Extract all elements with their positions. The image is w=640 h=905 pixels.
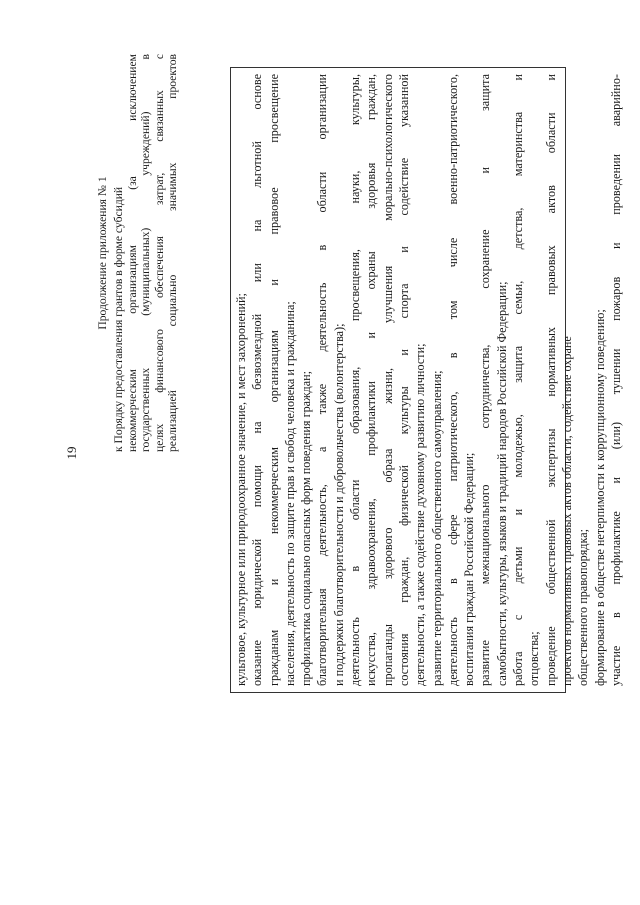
header-line: целях финансового обеспечения затрат, связанных с: [152, 53, 166, 452]
content-line: деятельности, а также содействие духовному развитию личности;: [413, 343, 428, 686]
content-line: пропаганды здорового образа жизни, улучшения морально-психологического: [380, 73, 395, 686]
activities-table-cell: [230, 67, 623, 693]
content-line: профилактика социально опасных форм поведения граждан;: [299, 370, 314, 686]
appendix-header: [96, 54, 179, 452]
content-line: гражданам и некоммерческим организациям и правовое просвещение: [266, 73, 281, 686]
header-line: некоммерческим организациям (за исключением: [125, 53, 139, 452]
content-line: отцовства;: [527, 630, 542, 686]
content-line: населения, деятельность по защите прав и свобод человека и гражданина;: [282, 300, 297, 686]
content-line: благотворительная деятельность, а также деятельность в области организации: [315, 73, 330, 686]
content-line: проектов нормативных правовых актов области, содействие охране: [559, 335, 574, 686]
header-line: реализацией социально значимых проектов: [166, 53, 180, 452]
content-line: воспитания граждан Российской Федерации;: [462, 452, 477, 686]
content-line: деятельность в области образования, просвещения, науки, культуры,: [348, 73, 363, 686]
content-line: культовое, культурное или природоохранное значение, и мест захоронений;: [234, 292, 248, 686]
content-line: проведение общественной экспертизы нормативных правовых актов области и: [543, 73, 558, 686]
content-line: и поддержки благотворительности и добровольчества (волонтерства);: [331, 322, 346, 686]
content-line: деятельность в сфере патриотического, в том числе военно-патриотического,: [445, 73, 460, 686]
rotated-page: [60, 18, 623, 888]
content-line: развитие территориального общественного самоуправления;: [429, 369, 444, 686]
content-line: участие в профилактике и (или) тушении пожаров и проведении аварийно-: [608, 73, 623, 686]
content-line: искусства, здравоохранения, профилактики и охраны здоровья граждан,: [364, 73, 379, 686]
content-line: состояния граждан, физической культуры и спорта и содействие указанной: [396, 73, 411, 686]
content-line: общественного правопорядка;: [576, 528, 591, 686]
header-line: к Порядку предоставления грантов в форме субсидий: [112, 186, 126, 452]
content-line: оказание юридической помощи на безвозмездной или на льготной основе: [250, 73, 265, 686]
content-line: работа с детьми и молодежью, защита семьи, детства, материнства и: [511, 73, 526, 686]
appendix-title: Продолжение приложения № 1: [96, 175, 109, 330]
header-line: государственных (муниципальных) учреждений) в: [139, 53, 153, 452]
content-line: самобытности, культуры, языков и традиций народов Российской Федерации;: [494, 281, 509, 686]
content-line: развитие межнационального сотрудничества, сохранение и защита: [478, 73, 493, 686]
page-number: 19: [64, 446, 79, 459]
content-line: формирование в обществе нетерпимости к коррупционному поведению;: [592, 308, 607, 686]
